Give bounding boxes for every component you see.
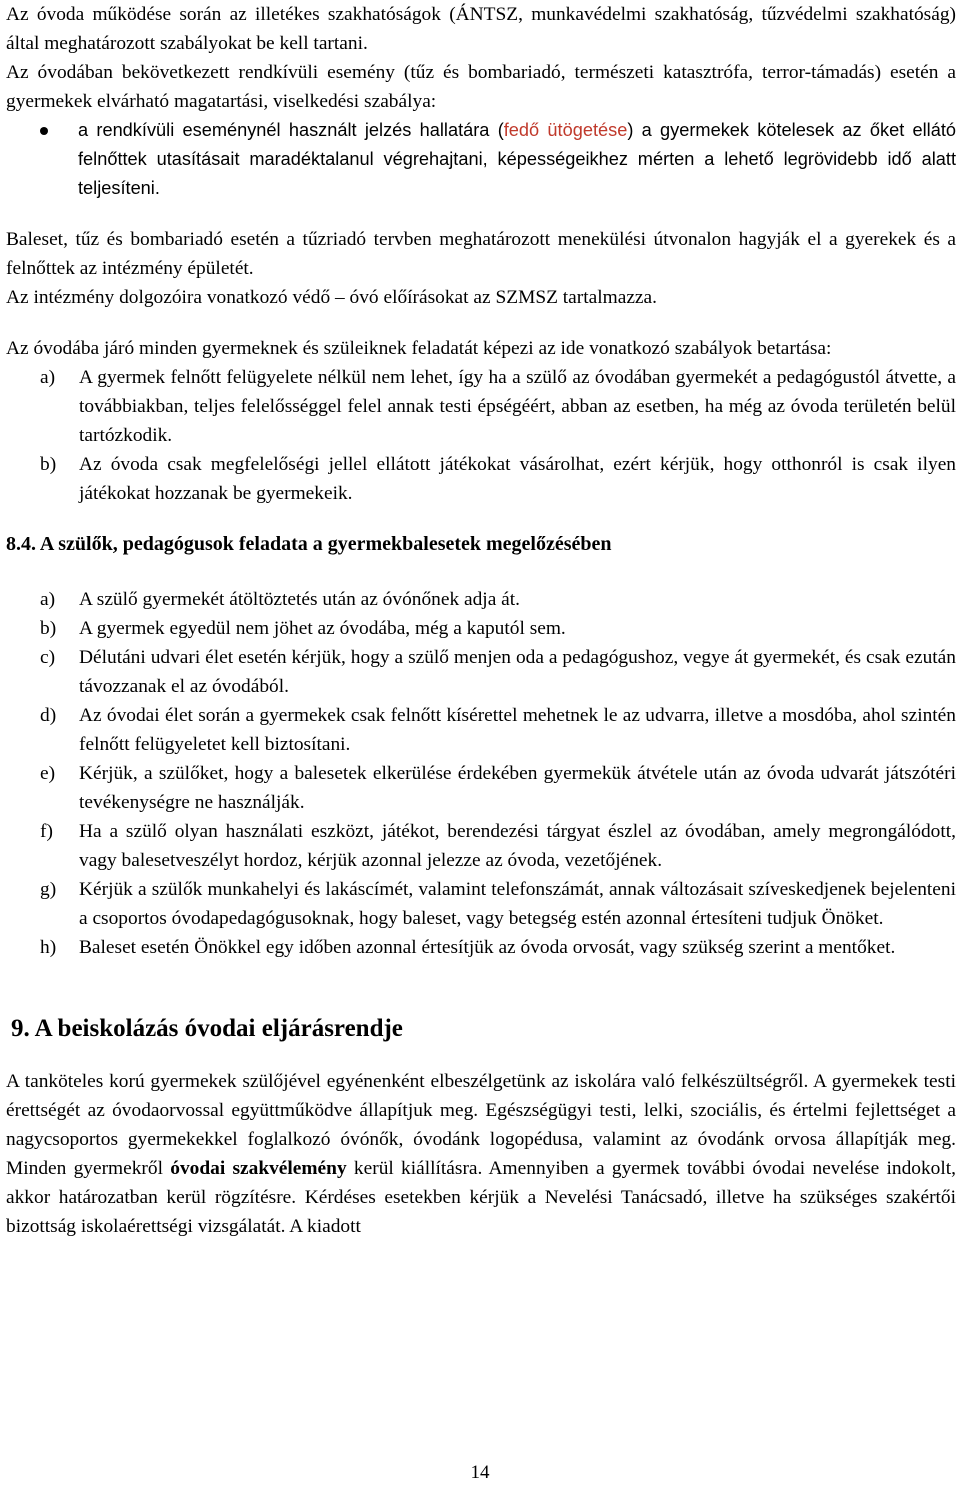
- list-marker: e): [40, 763, 56, 784]
- list-item-text: Az óvoda csak megfelelőségi jellel ellátott játékokat vásárolhat, ezért kérjük, hogy otthonról is csak ilyen játékokat hozzanak be gyermekeik.: [79, 454, 956, 504]
- list-item: [6, 363, 956, 450]
- szmsz-paragraph: Az intézmény dolgozóira vonatkozó védő – óvó előírásokat az SZMSZ tartalmazza.: [6, 287, 657, 308]
- chapter-9-bold-term: óvodai szakvélemény: [170, 1158, 347, 1179]
- list-item-text: Az óvodai élet során a gyermekek csak felnőtt kísérettel mehetnek le az udvarra, illetve a mosdóba, ahol szintén felnőtt felügyeletet kell biztosítani.: [79, 705, 956, 755]
- list-marker: d): [40, 705, 57, 726]
- bullet-text-end: ) a gyermekek kötelesek az őket ellátó felnőttek utasításait maradéktalanul végrehajtani, képességeikhez mérten a lehető legrövidebb idő alatt teljesíteni.: [78, 120, 957, 198]
- list-marker: a): [40, 367, 56, 388]
- document-page: [6, 0, 956, 1241]
- prevention-list: [6, 585, 956, 962]
- list-marker: g): [40, 879, 57, 900]
- chapter-9-text-end: kerül kiállításra. Amennyiben a gyermek további óvodai nevelése indokolt, akkor határozatban kerül rögzítésre. Kérdéses esetekben kérjük a Nevelési Tanácsadó, illetve ha szükséges szakértői bizottság iskolaérettségi vizsgálatát. A kiadott: [6, 1158, 956, 1237]
- evacuation-paragraph: Baleset, tűz és bombariadó esetén a tűzriadó tervben meghatározott menekülési útvonalon hagyják el a gyerekek és a felnőttek az intézmény épületét.: [6, 229, 956, 279]
- list-item: [6, 817, 956, 875]
- list-item-text: Kérjük, a szülőket, hogy a balesetek elkerülése érdekében gyermekük átvétele után az óvoda udvarát játszótéri tevékenységre ne használják.: [79, 763, 956, 813]
- list-marker: h): [40, 937, 57, 958]
- intro-paragraph-1: Az óvoda működése során az illetékes szakhatóságok (ÁNTSZ, munkavédelmi szakhatóság, tűzvédelmi szakhatóság) által meghatározott szabályokat be kell tartani.: [6, 4, 956, 54]
- bullet-text-start: a rendkívüli eseménynél használt jelzés hallatára (: [78, 120, 504, 140]
- list-item-text: A szülő gyermekét átöltöztetés után az óvónőnek adja át.: [79, 589, 520, 610]
- list-item: [6, 585, 956, 614]
- list-item-text: Ha a szülő olyan használati eszközt, játékot, berendezési tárgyat észlel az óvodában, amely megrongálódott, vagy balesetveszélyt hordoz, kérjük azonnal jelezze az óvoda, vezetőjének.: [79, 821, 956, 871]
- list-item-text: Kérjük a szülők munkahelyi és lakáscímét, valamint telefonszámát, annak változásait szíveskedjenek bejelenteni a csoportos óvodapedagógusoknak, hogy baleset, vagy betegség estén azonnal értesíteni tudjuk Önöket.: [79, 879, 956, 929]
- list-item: [6, 759, 956, 817]
- page-number: 14: [470, 1462, 490, 1483]
- intro-paragraph-2: Az óvodában bekövetkezett rendkívüli esemény (tűz és bombariadó, természeti katasztrófa, terror-támadás) esetén a gyermekek elvárható magatartási, viselkedési szabálya:: [6, 62, 956, 112]
- list-marker: a): [40, 589, 56, 610]
- list-item: [6, 643, 956, 701]
- chapter-9-paragraph: [6, 1067, 956, 1241]
- chapter-9-text-start: A tanköteles korú gyermekek szülőjével egyénenként elbeszélgetünk az iskolára való felkészültségről. A gyermekek testi érettségét az óvodaorvossal együttműködve állapítjuk meg. Egészségügyi testi, lelki, szociális, és értelmi fejlettséget a nagycsoportos gyermekekkel foglalkozó óvónők, óvodánk logopédusa, valamint az óvodánk orvosa állapítják meg. Minden gyermekről: [6, 1071, 956, 1179]
- list-item: [6, 875, 956, 933]
- list-item: [6, 614, 956, 643]
- list-item-text: Délutáni udvari élet esetén kérjük, hogy a szülő menjen oda a pedagógushoz, vegye át gyermekét, és csak ezután távozzanak el az óvodából.: [79, 647, 956, 697]
- list-item-text: A gyermek felnőtt felügyelete nélkül nem lehet, így ha a szülő az óvodában gyermekét a pedagógustól átvette, a továbbiakban, teljes felelősséggel felel annak testi épségéért, abban az esetben, ha még az óvoda területén belül tartózkodik.: [79, 367, 956, 446]
- list-item: [6, 933, 956, 962]
- bullet-icon: [40, 127, 48, 135]
- rules-intro: Az óvodába járó minden gyermeknek és szüleiknek feladatát képezi az ide vonatkozó szabályok betartása:: [6, 338, 832, 359]
- list-marker: b): [40, 618, 57, 639]
- bullet-list-item: [6, 116, 956, 203]
- list-marker: b): [40, 454, 57, 475]
- rules-list: [6, 363, 956, 508]
- list-item-text: A gyermek egyedül nem jöhet az óvodába, még a kaputól sem.: [79, 618, 566, 639]
- list-marker: c): [40, 647, 56, 668]
- list-item: [6, 450, 956, 508]
- chapter-9-heading: 9. A beiskolázás óvodai eljárásrendje: [11, 1015, 403, 1042]
- section-8-4-heading: 8.4. A szülők, pedagógusok feladata a gyermekbalesetek megelőzésében: [6, 533, 612, 555]
- list-item-text: Baleset esetén Önökkel egy időben azonnal értesítjük az óvoda orvosát, vagy szükség szerint a mentőket.: [79, 937, 896, 958]
- bullet-highlight: fedő ütögetése: [503, 120, 628, 140]
- list-item: [6, 701, 956, 759]
- list-marker: f): [40, 821, 53, 842]
